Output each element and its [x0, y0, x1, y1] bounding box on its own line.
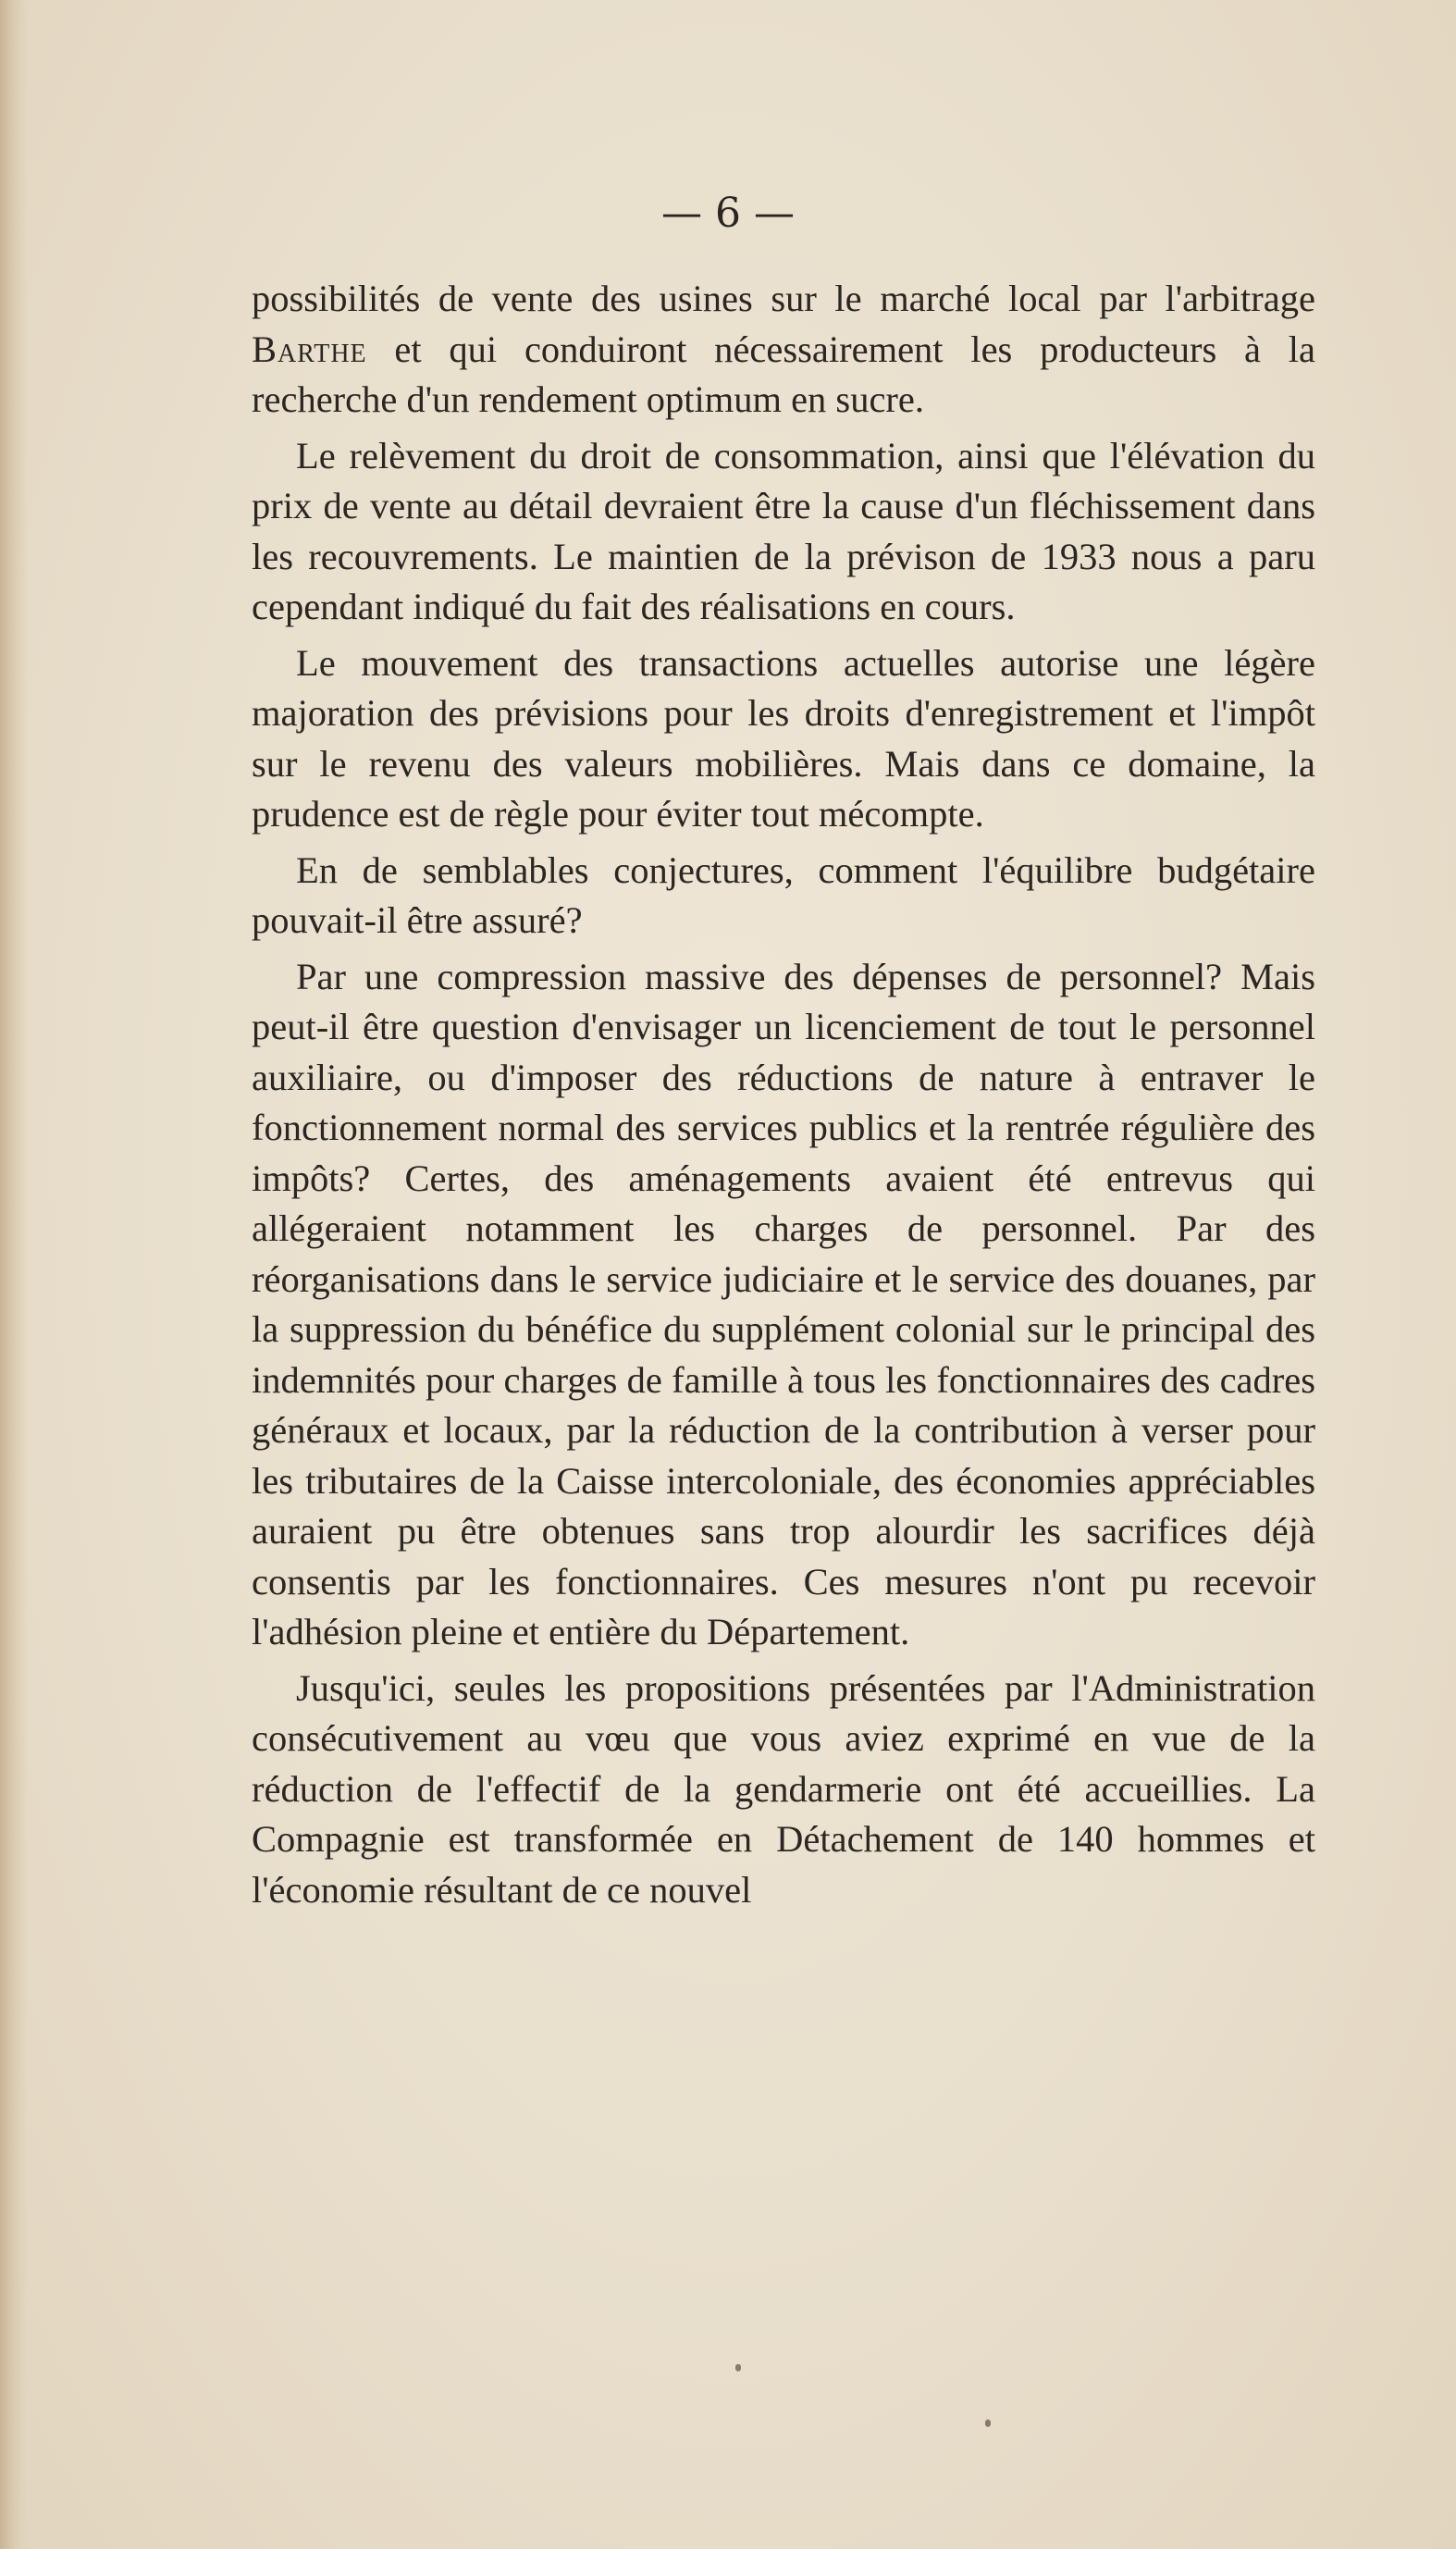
paragraph-1-text-start: possibilités de vente des usines sur le marché local par l'arbitrage	[252, 278, 1315, 319]
ink-speck	[735, 2364, 741, 2371]
paragraph-1	[252, 274, 1315, 426]
paragraph-2: Le relèvement du droit de consommation, ainsi que l'élévation du prix de vente au détail devraient être la cause d'un fléchissement dans les recouvrements. Le maintien de la prévison de 1933 nous a paru cependant indiqué du fait des réalisations en cours.	[252, 434, 1315, 627]
ink-speck	[985, 2419, 991, 2427]
body-text	[252, 274, 1315, 1921]
author-name: Barthe	[252, 328, 367, 370]
paragraph-3: Le mouvement des transactions actuelles autorise une légère majoration des prévisions pour les droits d'enregistrement et l'impôt sur le revenu des valeurs mobilières. Mais dans ce domaine, la prudence est de règle pour éviter tout mécompte.	[252, 641, 1315, 835]
page-binding-edge	[0, 0, 28, 2549]
paragraph-1-text-end: et qui conduiront nécessairement les producteurs à la recherche d'un rendement optimum en sucre.	[252, 328, 1315, 420]
paragraph-5: Par une compression massive des dépenses de personnel? Mais peut-il être question d'envisager un licenciement de tout le personnel auxiliaire, ou d'imposer des réductions de nature à entraver le fonctionnement normal des services publics et la rentrée régulière des impôts? Certes, des aménagements avaient été entrevus qui allégeraient notamment les charges de personnel. Par des réorganisations dans le service judiciaire et le service des douanes, par la suppression du bénéfice du supplément colonial sur le principal des indemnités pour charges de famille à tous les fonctionnaires des cadres généraux et locaux, par la réduction de la contribution à verser pour les tributaires de la Caisse intercoloniale, des économies appréciables auraient pu être obtenues sans trop alourdir les sacrifices déjà consentis par les fonctionnaires. Ces mesures n'ont pu recevoir l'adhésion pleine et entière du Département.	[252, 955, 1315, 1652]
paragraph-4: En de semblables conjectures, comment l'équilibre budgétaire pouvait-il être assuré?	[252, 848, 1315, 941]
page-number: — 6 —	[661, 190, 795, 237]
paragraph-6: Jusqu'ici, seules les propositions présentées par l'Administration consécutivement au vœu que vous aviez exprimé en vue de la réduction de l'effectif de la gendarmerie ont été accueillies. La Compagnie est transformée en Détachement de 140 hommes et l'économie résultant de ce nouvel	[252, 1666, 1315, 1911]
